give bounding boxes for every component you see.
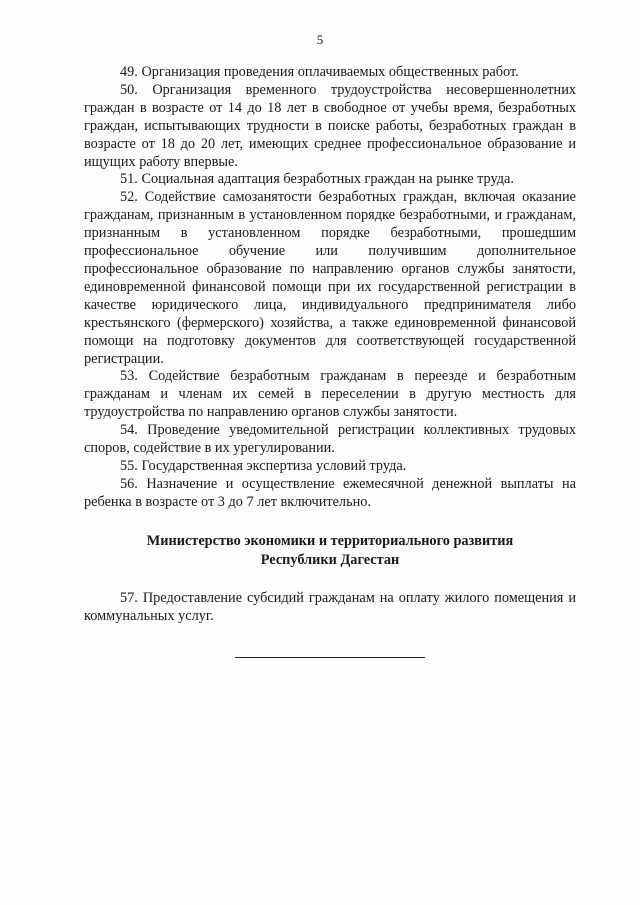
list-item: 57. Предоставление субсидий гражданам на оплату жилого помещения и коммунальных услуг.: [84, 589, 576, 624]
list-item: 51. Социальная адаптация безработных граждан на рынке труда.: [120, 171, 514, 188]
list-item: 55. Государственная экспертиза условий труда.: [120, 457, 407, 474]
list-item: 53. Содействие безработным гражданам в переезде и безработным гражданам и членам их семей в переселении в другую местность для трудоустройства по направлению органов службы занятости.: [84, 368, 576, 421]
list-item: 52. Содействие самозанятости безработных граждан, включая оказание гражданам, признанным в установленном порядке безработными, и гражданам, признанным в установленном порядке безработными, прошедшим профессиональное обучение или получившим дополнительное профессиональное образование по направлению органов службы занятости, единовременной финансовой помощи при их государственной регистрации в качестве юридического лица, индивидуального предпринимателя либо крестьянского (фермерского) хозяйства, а также единовременной финансовой помощи на подготовку документов для соответствующей государственной регистрации.: [84, 189, 576, 367]
list-item: 56. Назначение и осуществление ежемесячной денежной выплаты на ребенка в возрасте от 3 до 7 лет включительно.: [84, 475, 576, 510]
list-item: 50. Организация временного трудоустройства несовершеннолетних граждан в возрасте от 14 до 18 лет в свободное от учебы время, безработных граждан, испытывающих трудности в поиске работы, безработных граждан в возрасте от 18 до 20 лет, имеющих среднее профессиональное образование и ищущих работу впервые.: [84, 81, 576, 170]
list-item: 49. Организация проведения оплачиваемых общественных работ.: [120, 64, 519, 80]
closing-divider: [235, 657, 425, 658]
page-number: 5: [316, 32, 324, 47]
list-item: 54. Проведение уведомительной регистрации коллективных трудовых споров, содействие в их урегулировании.: [84, 422, 576, 457]
section-heading-line: Министерство экономики и территориального развития: [146, 532, 514, 549]
section-heading-line: Республики Дагестан: [260, 551, 400, 568]
document-body: [84, 64, 576, 658]
section-heading: [84, 532, 576, 570]
